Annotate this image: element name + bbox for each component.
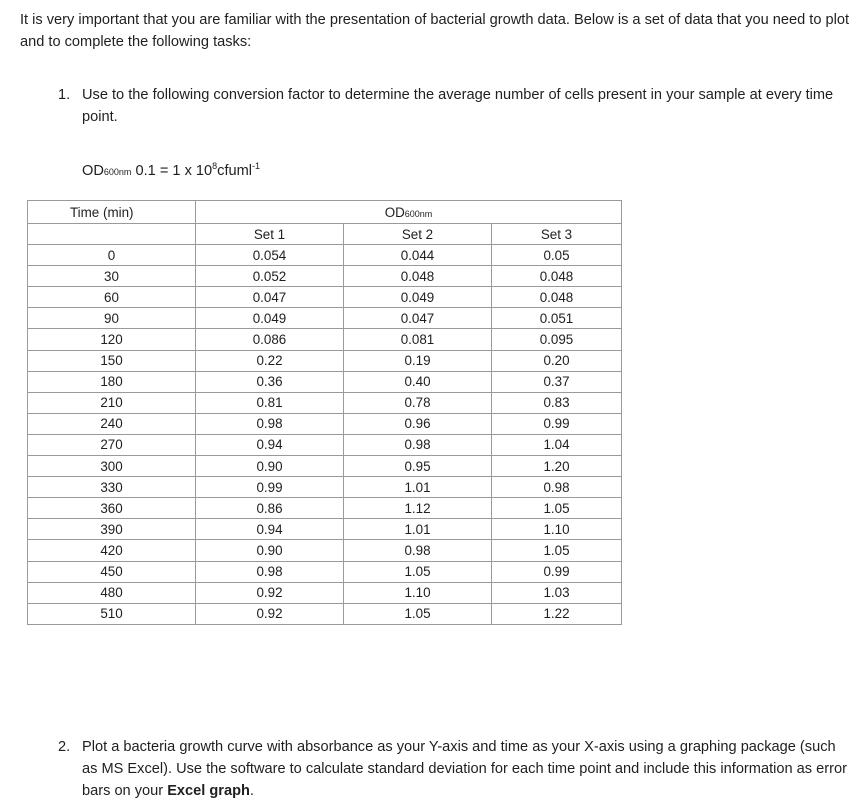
task-2 [58,736,848,802]
task-2-number: 2. [58,739,71,755]
set-1-cell: 0.81 [196,392,344,413]
set-3-header: Set 3 [492,224,622,245]
set-2-cell: 0.19 [344,350,492,371]
set-3-cell: 0.83 [492,392,622,413]
time-cell: 450 [28,561,196,582]
table-row [28,603,622,624]
time-cell: 210 [28,392,196,413]
conversion-od-subscript: 600nm [103,166,132,177]
time-header: Time (min) [28,201,196,224]
set-3-cell: 0.98 [492,477,622,498]
time-cell: 480 [28,582,196,603]
set-1-header: Set 1 [196,224,344,245]
table-row [28,519,622,540]
conversion-unit-exponent: -1 [252,161,261,171]
set-2-header: Set 2 [344,224,492,245]
time-cell: 270 [28,434,196,455]
conversion-equation: 0.1 = 1 x 10 [131,162,213,179]
conversion-unit: cfuml [217,162,253,179]
set-3-cell: 1.20 [492,456,622,477]
set-1-cell: 0.90 [196,456,344,477]
table-row [28,245,622,266]
set-1-cell: 0.054 [196,245,344,266]
table-row [28,308,622,329]
empty-header-cell [28,224,196,245]
set-2-cell: 1.10 [344,582,492,603]
set-3-cell: 0.048 [492,266,622,287]
conversion-od: OD [82,162,104,179]
set-3-cell: 0.048 [492,287,622,308]
table-row [28,287,622,308]
set-1-cell: 0.94 [196,519,344,540]
od-header-label: OD [384,204,405,220]
time-cell: 390 [28,519,196,540]
set-2-cell: 0.98 [344,540,492,561]
od-data-table [27,200,622,625]
od-header-subscript: 600nm [404,208,433,219]
set-1-cell: 0.052 [196,266,344,287]
time-cell: 90 [28,308,196,329]
set-2-cell: 1.01 [344,519,492,540]
set-1-cell: 0.90 [196,540,344,561]
set-3-cell: 0.20 [492,350,622,371]
task-1-number: 1. [58,87,71,103]
time-cell: 120 [28,329,196,350]
set-2-cell: 0.044 [344,245,492,266]
table-row [28,561,622,582]
set-1-cell: 0.36 [196,371,344,392]
intro-paragraph: It is very important that you are familiar with the presentation of bacterial growth data. Below is a set of data that you need to plot and to complete the following tasks: [20,12,850,50]
conversion-factor [82,155,260,183]
set-3-cell: 1.04 [492,434,622,455]
table-row [28,392,622,413]
table-row [28,582,622,603]
time-cell: 420 [28,540,196,561]
table-row [28,266,622,287]
set-2-cell: 1.01 [344,477,492,498]
set-2-cell: 0.40 [344,371,492,392]
set-2-cell: 0.049 [344,287,492,308]
set-1-cell: 0.086 [196,329,344,350]
table-row [28,329,622,350]
time-cell: 60 [28,287,196,308]
set-3-cell: 0.051 [492,308,622,329]
table-row [28,498,622,519]
set-2-cell: 0.96 [344,413,492,434]
set-2-cell: 0.95 [344,456,492,477]
set-1-cell: 0.98 [196,561,344,582]
set-2-cell: 0.047 [344,308,492,329]
set-3-cell: 0.37 [492,371,622,392]
set-2-cell: 0.98 [344,434,492,455]
set-2-cell: 1.05 [344,561,492,582]
set-3-cell: 1.05 [492,540,622,561]
set-1-cell: 0.92 [196,582,344,603]
set-1-cell: 0.047 [196,287,344,308]
time-cell: 30 [28,266,196,287]
set-1-cell: 0.049 [196,308,344,329]
set-3-cell: 0.99 [492,561,622,582]
set-1-cell: 0.92 [196,603,344,624]
set-3-cell: 1.10 [492,519,622,540]
task-1-text: Use to the following conversion factor to determine the average number of cells present in your sample at every time point. [82,87,834,125]
set-3-cell: 1.05 [492,498,622,519]
set-3-cell: 0.05 [492,245,622,266]
time-cell: 150 [28,350,196,371]
task-2-text [82,736,848,802]
table-row [28,434,622,455]
set-1-cell: 0.86 [196,498,344,519]
set-header-row [28,224,622,245]
table-row [28,540,622,561]
conversion-exponent: 8 [212,161,218,171]
task-2-bold: Excel graph [167,783,250,799]
set-1-cell: 0.98 [196,413,344,434]
table-row [28,413,622,434]
time-cell: 180 [28,371,196,392]
set-2-cell: 1.05 [344,603,492,624]
task-1 [58,84,848,128]
table-row [28,350,622,371]
set-3-cell: 1.22 [492,603,622,624]
time-cell: 360 [28,498,196,519]
table-row [28,371,622,392]
set-1-cell: 0.22 [196,350,344,371]
time-cell: 240 [28,413,196,434]
table-row [28,477,622,498]
set-2-cell: 0.78 [344,392,492,413]
set-2-cell: 0.081 [344,329,492,350]
set-1-cell: 0.94 [196,434,344,455]
table-row [28,456,622,477]
task-2-end: . [249,783,254,799]
time-cell: 330 [28,477,196,498]
set-3-cell: 1.03 [492,582,622,603]
time-cell: 0 [28,245,196,266]
set-3-cell: 0.99 [492,413,622,434]
od-header [196,201,622,224]
time-cell: 510 [28,603,196,624]
task-2-text-main: Plot a bacteria growth curve with absorbance as your Y-axis and time as your X-axis using a graphing package (such as MS Excel). Use the software to calculate standard deviation for each time point and include this information as error bars on your [82,739,847,799]
table-header-row [28,201,622,224]
time-cell: 300 [28,456,196,477]
set-1-cell: 0.99 [196,477,344,498]
set-3-cell: 0.095 [492,329,622,350]
set-2-cell: 0.048 [344,266,492,287]
set-2-cell: 1.12 [344,498,492,519]
